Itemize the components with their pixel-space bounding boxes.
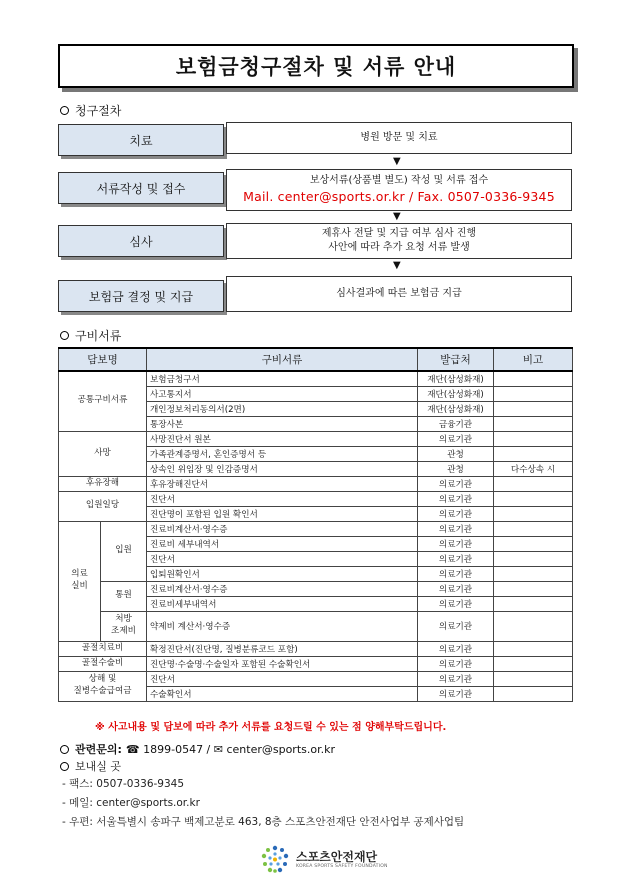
table-row: [59, 611, 573, 641]
foundation-logo: [258, 844, 388, 874]
table-header-row: [59, 348, 573, 371]
issuer-cell: 의료기관: [418, 581, 494, 596]
contact-line: [60, 741, 335, 757]
doc-cell: 진료비 세부내역서: [147, 536, 418, 551]
doc-cell: 진료비계산서·영수증: [147, 521, 418, 536]
step-submit-label: 서류작성 및 접수: [58, 172, 224, 204]
doc-cell: 진료비세부내역서: [147, 596, 418, 611]
circle-bullet-icon: [60, 106, 69, 115]
procedure-heading: [60, 102, 121, 119]
issuer-cell: 의료기관: [418, 536, 494, 551]
issuer-cell: 의료기관: [418, 476, 494, 491]
doc-cell: 약제비 계산서·영수증: [147, 611, 418, 641]
step-submit-desc: [226, 169, 572, 211]
notice-text: ※ 사고내용 및 담보에 따라 추가 서류를 요청드릴 수 있는 점 양해부탁드립니다.: [95, 722, 447, 733]
remark-cell: [494, 416, 573, 431]
remark-cell: [494, 611, 573, 641]
remark-cell: [494, 446, 573, 461]
remark-cell: [494, 491, 573, 506]
down-arrow-icon: ▼: [393, 260, 401, 271]
remark-cell: [494, 506, 573, 521]
group-cell: 공통구비서류: [59, 371, 147, 431]
mailing-email: - 메일: center@sports.or.kr: [62, 797, 200, 809]
issuer-cell: 의료기관: [418, 671, 494, 686]
issuer-cell: 의료기관: [418, 506, 494, 521]
doc-cell: 통장사본: [147, 416, 418, 431]
doc-cell: 확정진단서(진단명, 질병분류코드 포함): [147, 641, 418, 656]
subgroup-cell: 처방 조제비: [101, 611, 147, 641]
col-header-documents: 구비서류: [147, 348, 418, 371]
submit-contact-line: Mail. center@sports.or.kr / Fax. 0507-0336-9345: [243, 189, 555, 205]
mailing-fax: - 팩스: 0507-0336-9345: [62, 778, 185, 790]
step-desc-line: 보상서류(상품별 별도) 작성 및 서류 접수: [309, 174, 489, 186]
issuer-cell: 관청: [418, 446, 494, 461]
doc-cell: 상속인 위임장 및 인감증명서: [147, 461, 418, 476]
remark-cell: [494, 671, 573, 686]
step-desc-line: 제휴사 전달 및 지급 여부 심사 진행: [321, 227, 477, 239]
table-row: [59, 476, 573, 491]
group-cell: 후유장해: [59, 476, 147, 491]
circle-bullet-icon: [60, 745, 69, 754]
issuer-cell: 재단(삼성화재): [418, 401, 494, 416]
page-title: 보험금청구절차 및 서류 안내: [58, 44, 574, 88]
step-review-desc: [226, 223, 572, 259]
group-cell: 골절수술비: [59, 656, 147, 671]
issuer-cell: 의료기관: [418, 686, 494, 701]
issuer-cell: 의료기관: [418, 521, 494, 536]
issuer-cell: 의료기관: [418, 431, 494, 446]
down-arrow-icon: ▼: [393, 156, 401, 167]
doc-cell: 보험금청구서: [147, 371, 418, 386]
doc-cell: 진단서: [147, 671, 418, 686]
procedure-heading-text: 청구절차: [75, 104, 122, 118]
logo-subtitle: KOREA SPORTS SAFETY FOUNDATION: [296, 863, 388, 869]
table-row: [59, 641, 573, 656]
issuer-cell: 의료기관: [418, 611, 494, 641]
step-review-label: 심사: [58, 225, 224, 257]
issuer-cell: 재단(삼성화재): [418, 371, 494, 386]
issuer-cell: 의료기관: [418, 596, 494, 611]
remark-cell: [494, 431, 573, 446]
doc-cell: 사망진단서 원본: [147, 431, 418, 446]
subgroup-cell: 입원: [101, 521, 147, 581]
group-cell: 의료 실비: [59, 521, 101, 641]
group-cell: 상해 및 질병수술급여금: [59, 671, 147, 701]
doc-cell: 진료비계산서·영수증: [147, 581, 418, 596]
issuer-cell: 의료기관: [418, 641, 494, 656]
doc-cell: 진단명이 포함된 입원 확인서: [147, 506, 418, 521]
table-row: [59, 491, 573, 506]
remark-cell: [494, 581, 573, 596]
doc-cell: 후유장해진단서: [147, 476, 418, 491]
step-treatment-desc: [226, 122, 572, 154]
table-row: [59, 371, 573, 386]
table-row: [59, 431, 573, 446]
doc-cell: 가족관계증명서, 혼인증명서 등: [147, 446, 418, 461]
doc-cell: 진단서: [147, 491, 418, 506]
step-desc-line: 사안에 따라 추가 요청 서류 발생: [328, 242, 470, 253]
col-header-coverage: 담보명: [59, 348, 147, 371]
contact-phone-email: ☎ 1899-0547 / ✉ center@sports.or.kr: [125, 742, 336, 756]
issuer-cell: 관청: [418, 461, 494, 476]
mailing-post: - 우편: 서울특별시 송파구 백제고분로 463, 8층 스포츠안전재단 안전사업부 공제사업팀: [62, 816, 465, 828]
down-arrow-icon: ▼: [393, 211, 401, 222]
issuer-cell: 의료기관: [418, 491, 494, 506]
group-cell: 입원일당: [59, 491, 147, 521]
mailing-heading-text: 보내실 곳: [75, 760, 122, 773]
doc-cell: 사고통지서: [147, 386, 418, 401]
doc-cell: 진단서: [147, 551, 418, 566]
issuer-cell: 금융기관: [418, 416, 494, 431]
group-cell: 사망: [59, 431, 147, 476]
table-row: [59, 656, 573, 671]
remark-cell: [494, 536, 573, 551]
table-row: [59, 521, 573, 536]
col-header-issuer: 발급처: [418, 348, 494, 371]
remark-cell: [494, 371, 573, 386]
remark-cell: [494, 386, 573, 401]
doc-cell: 개인정보처리동의서(2면): [147, 401, 418, 416]
col-header-remarks: 비고: [494, 348, 573, 371]
issuer-cell: 재단(삼성화재): [418, 386, 494, 401]
remark-cell: [494, 566, 573, 581]
doc-cell: 수술확인서: [147, 686, 418, 701]
doc-cell: 입퇴원확인서: [147, 566, 418, 581]
documents-table: [58, 347, 573, 702]
remark-cell: [494, 551, 573, 566]
step-payment-label: 보험금 결정 및 지급: [58, 280, 224, 312]
remark-cell: [494, 401, 573, 416]
issuer-cell: 의료기관: [418, 566, 494, 581]
step-treatment-label: 치료: [58, 124, 224, 156]
step-payment-desc: [226, 276, 572, 312]
documents-heading-text: 구비서류: [75, 329, 122, 343]
step-desc-line: 심사결과에 따른 보험금 지급: [336, 287, 462, 299]
mailing-heading: [60, 758, 121, 774]
remark-cell: 다수상속 시: [494, 461, 573, 476]
remark-cell: [494, 656, 573, 671]
issuer-cell: 의료기관: [418, 551, 494, 566]
table-row: [59, 581, 573, 596]
remark-cell: [494, 686, 573, 701]
documents-heading: [60, 327, 121, 344]
circle-bullet-icon: [60, 331, 69, 340]
starburst-logo-icon: [258, 844, 292, 874]
remark-cell: [494, 521, 573, 536]
doc-cell: 진단명·수술명·수술일자 포함된 수술확인서: [147, 656, 418, 671]
issuer-cell: 의료기관: [418, 656, 494, 671]
group-cell: 골절치료비: [59, 641, 147, 656]
contact-label: 관련문의:: [75, 743, 122, 756]
circle-bullet-icon: [60, 762, 69, 771]
subgroup-cell: 통원: [101, 581, 147, 611]
logo-name: 스포츠안전재단: [296, 849, 378, 864]
remark-cell: [494, 476, 573, 491]
table-row: [59, 671, 573, 686]
remark-cell: [494, 596, 573, 611]
remark-cell: [494, 641, 573, 656]
step-desc-line: 병원 방문 및 치료: [360, 131, 438, 143]
